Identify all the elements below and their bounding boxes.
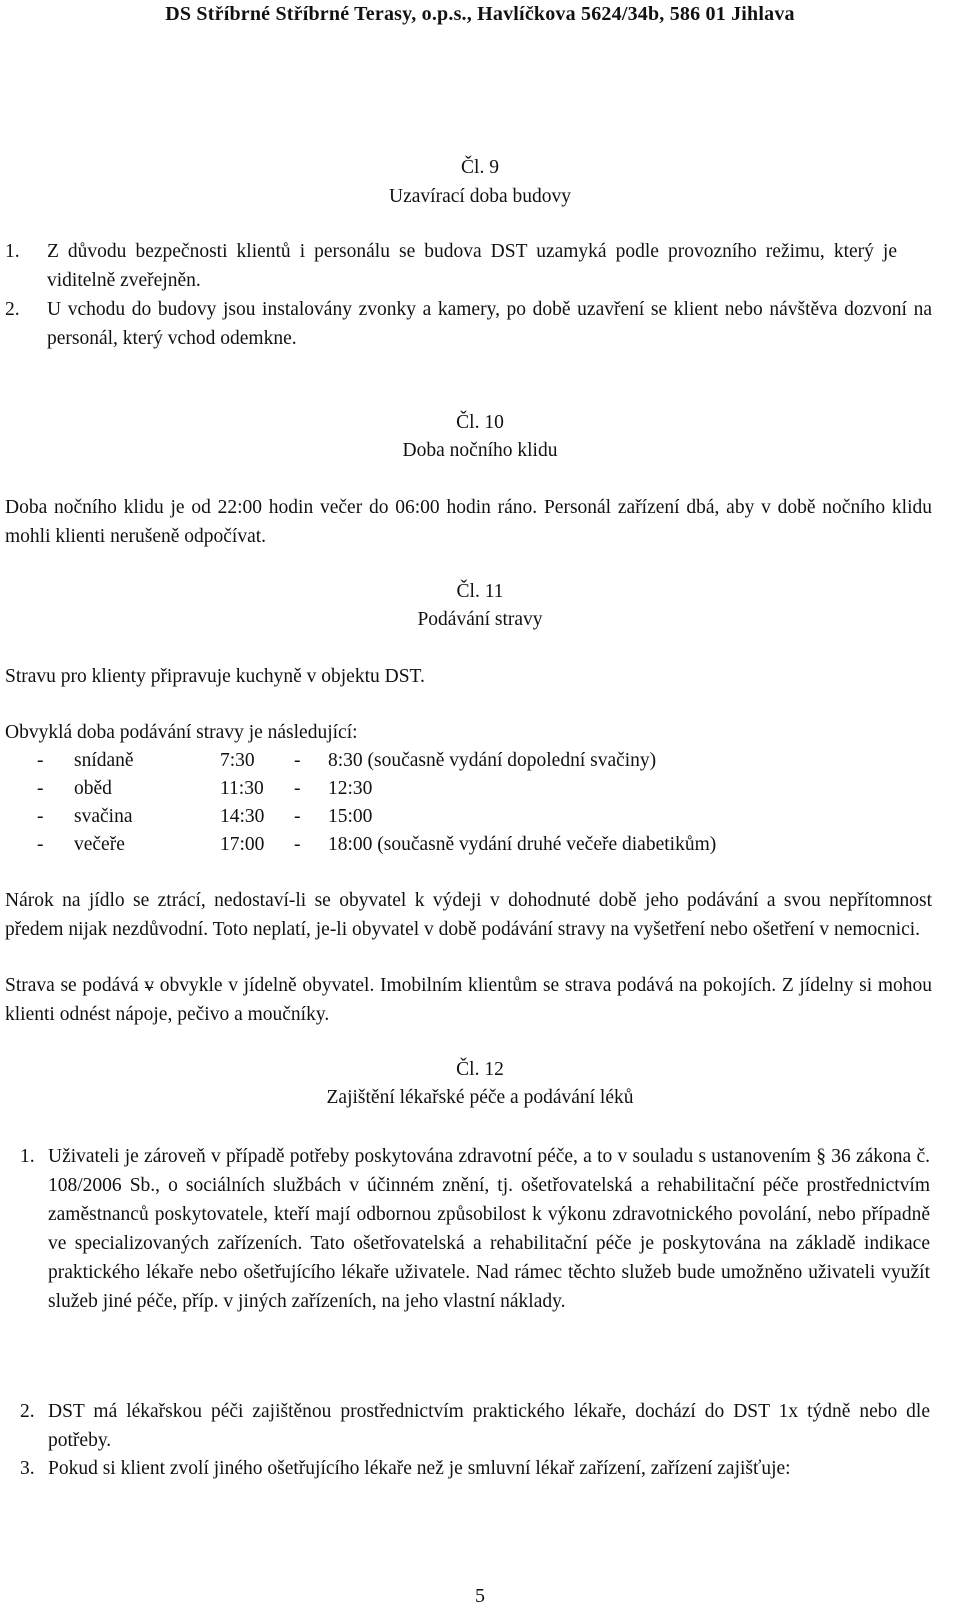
meal-sep: - (294, 834, 301, 855)
meal-row (0, 802, 960, 831)
page-number: 5 (475, 1585, 485, 1607)
meal-from: 17:00 (220, 834, 265, 855)
meal-served-paragraph (5, 971, 932, 1029)
meal-name: snídaně (74, 750, 134, 771)
meal-to: 15:00 (328, 806, 373, 827)
art12-item-2-number: 2. (20, 1401, 35, 1422)
art12-item-2-text: DST má lékařskou péči zajištěnou prostřednictvím praktického lékaře, dochází do DST 1x týdně nebo dle potřeby. (48, 1401, 930, 1451)
art12-item-3-number: 3. (20, 1458, 35, 1479)
meal-from: 7:30 (220, 750, 255, 771)
meal-dash: - (37, 834, 44, 855)
meal-claim-text: Nárok na jídlo se ztrácí, nedostaví-li se obyvatel k výdeji v dohodnuté době jeho podávání a svou nepřítomnost předem nijak nezdůvodní. Toto neplatí, je-li obyvatel v době podávání stravy na vyšetření nebo ošetření v nemocnici. (5, 890, 932, 940)
meal-from: 11:30 (220, 778, 264, 799)
article-9-title: Uzavírací doba budovy (389, 186, 571, 207)
meal-row (0, 830, 960, 859)
meal-served-text-a: Strava se podává (5, 975, 139, 996)
art9-item-2-number: 2. (5, 299, 20, 320)
meal-name: večeře (74, 834, 125, 855)
meal-schedule-heading: Obvyklá doba podávání stravy je následující: (5, 722, 358, 743)
art9-item-1-text: Z důvodu bezpečnosti klientů i personálu se budova DST uzamyká podle provozního režimu, který je viditelně zveřejněn. (47, 241, 897, 291)
meal-sep: - (294, 806, 301, 827)
meal-row (0, 774, 960, 803)
meal-name: oběd (74, 778, 112, 799)
article-11-title: Podávání stravy (417, 609, 543, 630)
article-11-number: Čl. 11 (456, 581, 504, 602)
article-11-intro: Stravu pro klienty připravuje kuchyně v objektu DST. (5, 666, 425, 687)
art12-item-1-number: 1. (20, 1146, 35, 1167)
art12-item-1-text: Uživateli je zároveň v případě potřeby poskytována zdravotní péče, a to v souladu s ustanovením § 36 zákona č. 108/2006 Sb., o sociálních službách v účinném znění, tj. ošetřovatelská a rehabilitační péče prostřednictvím zaměstnanců poskytovatele, kteří mají odbornou způsobilost k výkonu zdravotnického povolání, nebo případně ve specializovaných zařízeních. Tato ošetřovatelská a rehabilitační péče je poskytována na základě indikace praktického lékaře nebo ošetřujícího lékaře uživatele. Nad rámec těchto služeb bude umožněno uživateli využít služeb jiné péče, příp. v jiných zařízeních, na jeho vlastní náklady. (48, 1146, 930, 1312)
article-9-number: Čl. 9 (461, 157, 499, 178)
meal-name: svačina (74, 806, 133, 827)
article-10-text: Doba nočního klidu je od 22:00 hodin večer do 06:00 hodin ráno. Personál zařízení dbá, aby v době nočního klidu mohli klienti nerušeně odpočívat. (5, 497, 932, 547)
meal-dash: - (37, 806, 44, 827)
article-12-title: Zajištění lékařské péče a podávání léků (326, 1087, 634, 1108)
art9-item-1-number: 1. (5, 241, 20, 262)
article-12-number: Čl. 12 (456, 1059, 504, 1080)
meal-served-text-b: obvykle v jídelně obyvatel. Imobilním klientům se strava podává na pokojích. Z jídelny si mohou klienti odnést nápoje, pečivo a moučníky. (5, 975, 933, 1025)
meal-dash: - (37, 750, 44, 771)
article-10-title: Doba nočního klidu (402, 440, 558, 461)
meal-dash: - (37, 778, 44, 799)
meal-to: 8:30 (současně vydání dopolední svačiny) (328, 750, 657, 771)
art9-item-2-text: U vchodu do budovy jsou instalovány zvonky a kamery, po době uzavření se klient nebo návštěva dozvoní na personál, který vchod odemkne. (47, 299, 932, 349)
art12-item-3-text: Pokud si klient zvolí jiného ošetřujícího lékaře než je smluvní lékař zařízení, zařízení zajišťuje: (48, 1458, 791, 1479)
meal-to: 12:30 (328, 778, 373, 799)
page-header: DS Stříbrné Stříbrné Terasy, o.p.s., Havlíčkova 5624/34b, 586 01 Jihlava (165, 3, 795, 25)
meal-sep: - (294, 750, 301, 771)
meal-row (0, 746, 960, 775)
meal-from: 14:30 (220, 806, 265, 827)
article-10-number: Čl. 10 (456, 412, 504, 433)
meal-to: 18:00 (současně vydání druhé večeře diabetikům) (328, 834, 717, 855)
meal-sep: - (294, 778, 301, 799)
struck-letter: v (144, 971, 154, 1000)
meal-claim-paragraph (5, 886, 932, 944)
